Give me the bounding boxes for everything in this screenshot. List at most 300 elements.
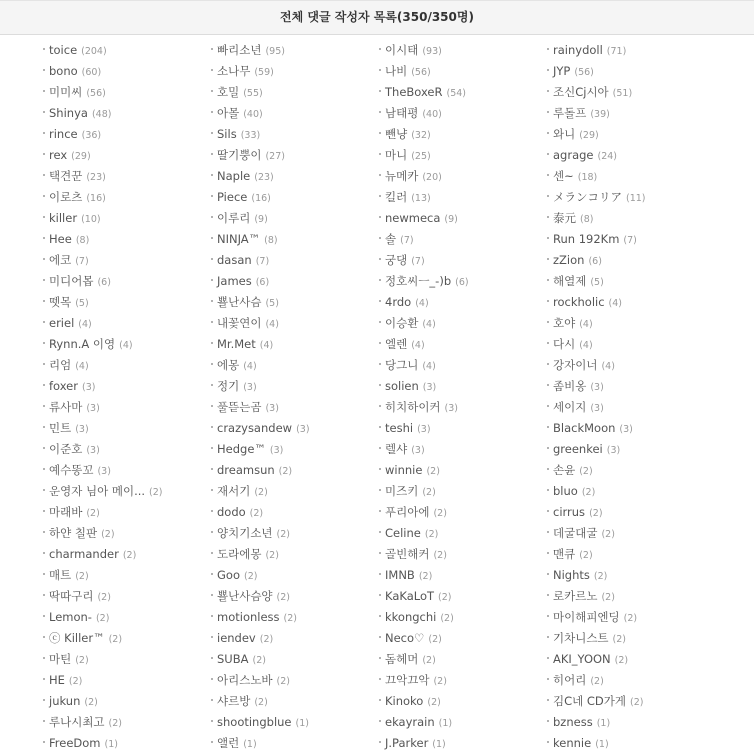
comment-count: (23) <box>254 172 274 183</box>
commenter-name[interactable]: AKI_YOON <box>553 652 611 666</box>
commenter-item[interactable] <box>378 544 546 565</box>
comment-count: (2) <box>252 655 266 666</box>
commenter-item[interactable] <box>378 313 546 334</box>
commenter-item[interactable] <box>210 544 378 565</box>
commenter-name[interactable]: rockholic <box>553 295 605 309</box>
commenter-name[interactable]: 하얀 칠판 <box>49 526 98 540</box>
commenter-item[interactable] <box>546 502 714 523</box>
commenter-item[interactable] <box>42 208 210 229</box>
commenter-name[interactable]: 泰元 <box>553 211 576 225</box>
commenter-name[interactable]: SUBA <box>217 652 249 666</box>
commenter-name[interactable]: 미디어몹 <box>49 274 94 288</box>
commenter-name[interactable]: 뾸난사슴양 <box>217 589 273 603</box>
commenter-item[interactable] <box>546 418 714 439</box>
commenter-item[interactable] <box>210 355 378 376</box>
comment-count: (16) <box>86 193 106 204</box>
commenter-name[interactable]: 세이지 <box>553 400 587 414</box>
commenter-name[interactable]: 손윤 <box>553 463 576 477</box>
commenter-name[interactable]: crazysandew <box>217 421 293 435</box>
comment-count: (2) <box>122 550 137 561</box>
commenter-name[interactable]: 예수똥꼬 <box>49 463 94 477</box>
commenter-name[interactable]: jukun <box>49 694 81 708</box>
commenter-item[interactable] <box>546 565 714 586</box>
commenter-item[interactable] <box>378 145 546 166</box>
commenter-name[interactable]: 다시 <box>553 337 576 351</box>
bullet-icon <box>547 216 549 218</box>
comment-count: (3) <box>606 445 621 456</box>
commenter-item[interactable] <box>546 481 714 502</box>
commenter-name[interactable]: 이루리 <box>217 211 251 225</box>
commenter-item[interactable] <box>42 187 210 208</box>
comment-count: (7) <box>400 235 414 246</box>
commenter-item[interactable] <box>42 145 210 166</box>
commenter-item[interactable] <box>546 292 714 313</box>
commenter-item[interactable] <box>42 565 210 586</box>
commenter-name[interactable]: shootingblue <box>217 715 292 729</box>
commenter-item[interactable] <box>546 712 714 733</box>
commenter-name[interactable]: kkongchi <box>385 610 437 624</box>
commenter-name[interactable]: 좀비옹 <box>553 379 587 393</box>
commenter-name[interactable]: 매트 <box>49 568 72 582</box>
commenter-name[interactable]: 루돌프 <box>553 106 587 120</box>
commenter-item[interactable] <box>42 334 210 355</box>
commenter-name[interactable]: 택견꾼 <box>49 169 83 183</box>
commenter-item[interactable] <box>42 418 210 439</box>
commenter-item[interactable] <box>210 565 378 586</box>
commenter-name[interactable]: 이로츠 <box>49 190 83 204</box>
commenter-item[interactable] <box>42 271 210 292</box>
commenter-item[interactable] <box>378 691 546 712</box>
commenter-item[interactable] <box>210 103 378 124</box>
commenter-name[interactable]: 엘렌 <box>385 337 408 351</box>
commenter-name[interactable]: 호밀 <box>217 85 240 99</box>
commenter-name[interactable]: Hedge™ <box>217 442 266 456</box>
commenter-item[interactable] <box>42 712 210 733</box>
commenter-name[interactable]: HE <box>49 673 65 687</box>
commenter-item[interactable] <box>42 607 210 628</box>
commenter-item[interactable] <box>378 208 546 229</box>
commenter-item[interactable] <box>42 481 210 502</box>
commenter-item[interactable] <box>42 166 210 187</box>
bullet-icon <box>211 111 213 113</box>
commenter-item[interactable] <box>378 712 546 733</box>
commenter-name[interactable]: winnie <box>385 463 423 477</box>
commenter-item[interactable] <box>546 439 714 460</box>
commenter-item[interactable] <box>210 481 378 502</box>
commenter-name[interactable]: foxer <box>49 379 78 393</box>
commenter-name[interactable]: 이준호 <box>49 442 83 456</box>
commenter-item[interactable] <box>210 670 378 691</box>
commenter-name[interactable]: 궁댕 <box>385 253 408 267</box>
commenter-name[interactable]: BlackMoon <box>553 421 616 435</box>
commenter-name[interactable]: Shinya <box>49 106 88 120</box>
commenter-name[interactable]: 나비 <box>385 64 408 78</box>
commenter-item[interactable] <box>378 418 546 439</box>
commenter-name[interactable]: Neco♡ <box>385 631 425 645</box>
commenter-name[interactable]: Lemon- <box>49 610 92 624</box>
commenter-name[interactable]: killer <box>49 211 78 225</box>
commenter-item[interactable] <box>546 586 714 607</box>
bullet-icon <box>211 174 213 176</box>
commenter-item[interactable] <box>42 523 210 544</box>
commenter-name[interactable]: 끄악끄악 <box>385 673 430 687</box>
commenter-name[interactable]: 로카르노 <box>553 589 598 603</box>
commenter-name[interactable]: 딱따구리 <box>49 589 94 603</box>
commenter-item[interactable] <box>42 586 210 607</box>
commenter-name[interactable]: Piece <box>217 190 248 204</box>
commenter-item[interactable] <box>546 124 714 145</box>
commenter-item[interactable] <box>42 82 210 103</box>
commenter-item[interactable] <box>42 649 210 670</box>
commenter-name[interactable]: newmeca <box>385 211 441 225</box>
commenter-name[interactable]: 정호씨ㅡ_-)b <box>385 274 452 288</box>
commenter-item[interactable] <box>210 166 378 187</box>
commenter-name[interactable]: 미즈키 <box>385 484 419 498</box>
commenter-name[interactable]: 이시태 <box>385 43 419 57</box>
commenter-name[interactable]: Kinoko <box>385 694 424 708</box>
comment-count: (2) <box>623 613 638 624</box>
commenter-item[interactable] <box>378 481 546 502</box>
commenter-item[interactable] <box>378 649 546 670</box>
commenter-name[interactable]: teshi <box>385 421 414 435</box>
commenter-name[interactable]: Sils <box>217 127 237 141</box>
commenter-item[interactable] <box>42 124 210 145</box>
commenter-item[interactable] <box>210 607 378 628</box>
commenter-name[interactable]: bono <box>49 64 78 78</box>
commenter-item[interactable] <box>546 733 714 754</box>
bullet-icon <box>211 468 213 470</box>
commenter-name[interactable]: 루나시최고 <box>49 715 105 729</box>
commenter-name[interactable]: 푸리아에 <box>385 505 430 519</box>
commenter-name[interactable]: 뾸난사슴 <box>217 295 262 309</box>
commenter-item[interactable] <box>210 61 378 82</box>
commenter-item[interactable] <box>210 82 378 103</box>
commenter-item[interactable] <box>42 691 210 712</box>
commenter-item[interactable] <box>378 61 546 82</box>
commenter-name[interactable]: 에몽 <box>217 358 240 372</box>
comment-count: (29) <box>71 151 91 162</box>
commenter-item[interactable] <box>42 229 210 250</box>
bullet-icon <box>211 447 213 449</box>
commenter-item[interactable] <box>378 187 546 208</box>
commenter-item[interactable] <box>210 502 378 523</box>
commenter-item[interactable] <box>378 229 546 250</box>
commenter-name[interactable]: 마틴 <box>49 652 72 666</box>
commenter-item[interactable] <box>546 523 714 544</box>
commenter-item[interactable] <box>546 187 714 208</box>
commenter-item[interactable] <box>210 229 378 250</box>
commenter-item[interactable] <box>42 103 210 124</box>
commenter-name[interactable]: dodo <box>217 505 246 519</box>
commenter-item[interactable] <box>42 250 210 271</box>
commenter-name[interactable]: 강자이너 <box>553 358 598 372</box>
commenter-name[interactable]: Celine <box>385 526 421 540</box>
commenter-name[interactable]: 뉴메카 <box>385 169 419 183</box>
commenter-item[interactable] <box>210 460 378 481</box>
commenter-name[interactable]: 마래바 <box>49 505 83 519</box>
commenter-item[interactable] <box>210 334 378 355</box>
commenter-name[interactable]: 렐샤 <box>385 442 408 456</box>
commenter-item[interactable] <box>42 397 210 418</box>
commenter-name[interactable]: eriel <box>49 316 75 330</box>
commenter-item[interactable] <box>210 418 378 439</box>
commenter-name[interactable]: 리엄 <box>49 358 72 372</box>
commenter-item[interactable] <box>546 250 714 271</box>
commenter-name[interactable]: kennie <box>553 736 592 750</box>
commenter-name[interactable]: 풀뜯는곰 <box>217 400 262 414</box>
commenter-name[interactable]: toice <box>49 43 78 57</box>
commenter-item[interactable] <box>378 124 546 145</box>
commenter-name[interactable]: dasan <box>217 253 252 267</box>
commenter-name[interactable]: agrage <box>553 148 594 162</box>
commenter-item[interactable] <box>42 460 210 481</box>
commenter-name[interactable]: 이승환 <box>385 316 419 330</box>
commenter-name[interactable]: Hee <box>49 232 72 246</box>
commenter-item[interactable] <box>210 439 378 460</box>
commenter-item[interactable] <box>546 229 714 250</box>
commenter-name[interactable]: 앨런 <box>217 736 240 750</box>
commenter-name[interactable]: 소나무 <box>217 64 251 78</box>
commenter-name[interactable]: 아리스노바 <box>217 673 273 687</box>
commenter-item[interactable] <box>546 544 714 565</box>
commenter-name[interactable]: 히어리 <box>553 673 587 687</box>
comment-count: (4) <box>579 319 593 330</box>
commenter-name[interactable]: Naple <box>217 169 251 183</box>
commenter-item[interactable] <box>378 40 546 61</box>
commenter-name[interactable]: Nights <box>553 568 590 582</box>
commenter-item[interactable] <box>378 250 546 271</box>
commenter-name[interactable]: ekayrain <box>385 715 435 729</box>
commenter-name[interactable]: 민트 <box>49 421 72 435</box>
commenter-name[interactable]: 샤르방 <box>217 694 251 708</box>
commenter-item[interactable] <box>378 670 546 691</box>
commenter-item[interactable] <box>546 607 714 628</box>
commenter-item[interactable] <box>210 187 378 208</box>
commenter-item[interactable] <box>378 82 546 103</box>
bullet-icon <box>211 405 213 407</box>
commenter-item[interactable] <box>546 376 714 397</box>
commenter-name[interactable]: 미미씨 <box>49 85 83 99</box>
commenter-item[interactable] <box>378 586 546 607</box>
commenter-name[interactable]: 뺀냥 <box>385 127 408 141</box>
commenter-item[interactable] <box>546 355 714 376</box>
commenter-item[interactable] <box>378 523 546 544</box>
commenter-item[interactable] <box>546 460 714 481</box>
commenter-name[interactable]: 류사마 <box>49 400 83 414</box>
bullet-icon <box>379 468 381 470</box>
commenter-item[interactable] <box>42 40 210 61</box>
commenter-item[interactable] <box>546 649 714 670</box>
commenter-name[interactable]: J.Parker <box>385 736 429 750</box>
commenter-name[interactable]: 해열제 <box>553 274 587 288</box>
commenter-name[interactable]: 기차니스트 <box>553 631 609 645</box>
commenter-name[interactable]: bluo <box>553 484 578 498</box>
commenter-item[interactable] <box>42 502 210 523</box>
commenter-item[interactable] <box>210 250 378 271</box>
commenter-name[interactable]: 히치하이커 <box>385 400 441 414</box>
commenter-item[interactable] <box>210 292 378 313</box>
commenter-name[interactable]: dreamsun <box>217 463 275 477</box>
commenter-item[interactable] <box>42 376 210 397</box>
commenter-name[interactable]: 골빈해커 <box>385 547 430 561</box>
commenter-item[interactable] <box>546 82 714 103</box>
commenter-item[interactable] <box>210 712 378 733</box>
commenter-item[interactable] <box>546 103 714 124</box>
commenter-item[interactable] <box>546 397 714 418</box>
commenter-name[interactable]: 남태평 <box>385 106 419 120</box>
commenter-name[interactable]: 맨큐 <box>553 547 576 561</box>
commenter-item[interactable] <box>378 607 546 628</box>
commenter-name[interactable]: 운영자 님아 메이... <box>49 484 146 498</box>
commenter-item[interactable] <box>42 439 210 460</box>
commenter-item[interactable] <box>546 166 714 187</box>
bullet-icon <box>547 552 549 554</box>
commenter-name[interactable]: FreeDom <box>49 736 101 750</box>
commenter-name[interactable]: 호야 <box>553 316 576 330</box>
comment-count: (39) <box>590 109 610 120</box>
comment-count: (1) <box>438 718 453 729</box>
commenter-name[interactable]: 에코 <box>49 253 72 267</box>
commenter-item[interactable] <box>210 691 378 712</box>
commenter-item[interactable] <box>546 313 714 334</box>
commenter-item[interactable] <box>378 292 546 313</box>
commenter-item[interactable] <box>210 376 378 397</box>
commenter-name[interactable]: KaKaLoT <box>385 589 435 603</box>
commenter-item[interactable] <box>210 733 378 754</box>
commenter-item[interactable] <box>546 691 714 712</box>
commenter-name[interactable]: Run 192Km <box>553 232 620 246</box>
commenter-name[interactable]: 마이해피엔딩 <box>553 610 620 624</box>
bullet-icon <box>211 69 213 71</box>
commenter-item[interactable] <box>210 397 378 418</box>
commenter-name[interactable]: James <box>217 274 252 288</box>
commenter-name[interactable]: 정기 <box>217 379 240 393</box>
commenter-item[interactable] <box>378 334 546 355</box>
commenter-item[interactable] <box>210 271 378 292</box>
commenter-item[interactable] <box>546 208 714 229</box>
commenter-item[interactable] <box>210 40 378 61</box>
commenter-name[interactable]: ⓒ Killer™ <box>49 631 105 645</box>
commenter-name[interactable]: 와니 <box>553 127 576 141</box>
commenter-item[interactable] <box>42 544 210 565</box>
commenter-name[interactable]: cirrus <box>553 505 586 519</box>
bullet-icon <box>43 531 45 533</box>
commenter-item[interactable] <box>210 523 378 544</box>
commenter-item[interactable] <box>210 208 378 229</box>
commenter-name[interactable]: motionless <box>217 610 280 624</box>
commenter-name[interactable]: 솔 <box>385 232 397 246</box>
commenter-name[interactable]: 마니 <box>385 148 408 162</box>
commenter-name[interactable]: Mr.Met <box>217 337 256 351</box>
commenter-item[interactable] <box>546 334 714 355</box>
commenter-item[interactable] <box>210 313 378 334</box>
commenter-item[interactable] <box>378 166 546 187</box>
commenter-name[interactable]: rainydoll <box>553 43 603 57</box>
commenter-item[interactable] <box>378 733 546 754</box>
commenter-name[interactable]: JYP <box>553 64 571 78</box>
commenter-name[interactable]: 빠리소년 <box>217 43 262 57</box>
commenter-item[interactable] <box>378 397 546 418</box>
commenter-name[interactable]: 재서기 <box>217 484 251 498</box>
commenter-name[interactable]: 도라에몽 <box>217 547 262 561</box>
bullet-icon <box>379 720 381 722</box>
comment-count: (2) <box>630 697 644 708</box>
commenter-name[interactable]: rex <box>49 148 68 162</box>
commenter-name[interactable]: 킬러 <box>385 190 408 204</box>
commenter-name[interactable]: iendev <box>217 631 256 645</box>
commenter-item[interactable] <box>378 103 546 124</box>
commenter-name[interactable]: Rynn.A 이영 <box>49 337 116 351</box>
commenter-item[interactable] <box>378 271 546 292</box>
commenter-item[interactable] <box>42 628 210 649</box>
commenter-name[interactable]: 4rdo <box>385 295 412 309</box>
commenter-item[interactable] <box>546 40 714 61</box>
commenter-name[interactable]: 양치기소년 <box>217 526 273 540</box>
commenter-name[interactable]: 딸기뿡이 <box>217 148 262 162</box>
commenter-item[interactable] <box>42 670 210 691</box>
commenter-name[interactable]: 돔헤머 <box>385 652 419 666</box>
comment-count: (4) <box>411 340 425 351</box>
commenter-name[interactable]: NINJA™ <box>217 232 261 246</box>
commenter-name[interactable]: IMNB <box>385 568 415 582</box>
commenter-name[interactable]: メランコリア <box>553 190 622 204</box>
commenter-item[interactable] <box>378 439 546 460</box>
commenter-name[interactable]: 김C네 CD가게 <box>553 694 627 708</box>
comment-count: (1) <box>243 739 257 750</box>
commenter-item[interactable] <box>378 502 546 523</box>
commenter-name[interactable]: 센~ <box>553 169 574 183</box>
comment-count: (2) <box>433 508 447 519</box>
commenter-item[interactable] <box>42 733 210 754</box>
commenter-item[interactable] <box>378 565 546 586</box>
commenter-item[interactable] <box>42 61 210 82</box>
commenter-item[interactable] <box>42 355 210 376</box>
commenter-item[interactable] <box>378 355 546 376</box>
commenter-name[interactable]: 데굴대굴 <box>553 526 598 540</box>
commenter-item[interactable] <box>546 61 714 82</box>
commenter-name[interactable]: bzness <box>553 715 593 729</box>
commenter-item[interactable] <box>378 376 546 397</box>
commenter-name[interactable]: greenkei <box>553 442 603 456</box>
commenter-item[interactable] <box>42 313 210 334</box>
commenter-item[interactable] <box>546 670 714 691</box>
commenter-item[interactable] <box>546 628 714 649</box>
commenter-item[interactable] <box>210 124 378 145</box>
commenter-item[interactable] <box>378 628 546 649</box>
commenter-item[interactable] <box>42 292 210 313</box>
bullet-icon <box>547 447 549 449</box>
comment-count: (3) <box>243 382 257 393</box>
commenter-item[interactable] <box>378 460 546 481</box>
commenter-name[interactable]: 뗏목 <box>49 295 72 309</box>
commenter-name[interactable]: solien <box>385 379 419 393</box>
commenter-name[interactable]: charmander <box>49 547 119 561</box>
commenter-name[interactable]: zZion <box>553 253 585 267</box>
commenter-item[interactable] <box>546 271 714 292</box>
commenter-name[interactable]: 아몰 <box>217 106 240 120</box>
commenter-name[interactable]: rince <box>49 127 78 141</box>
commenter-name[interactable]: Goo <box>217 568 240 582</box>
commenter-item[interactable] <box>210 628 378 649</box>
commenter-name[interactable]: 당그니 <box>385 358 419 372</box>
commenter-name[interactable]: 내꽃연이 <box>217 316 262 330</box>
commenter-item[interactable] <box>210 145 378 166</box>
commenter-item[interactable] <box>210 649 378 670</box>
commenter-item[interactable] <box>546 145 714 166</box>
commenter-item[interactable] <box>210 586 378 607</box>
commenter-name[interactable]: TheBoxeR <box>385 85 443 99</box>
commenter-name[interactable]: 조신Cj시아 <box>553 85 609 99</box>
